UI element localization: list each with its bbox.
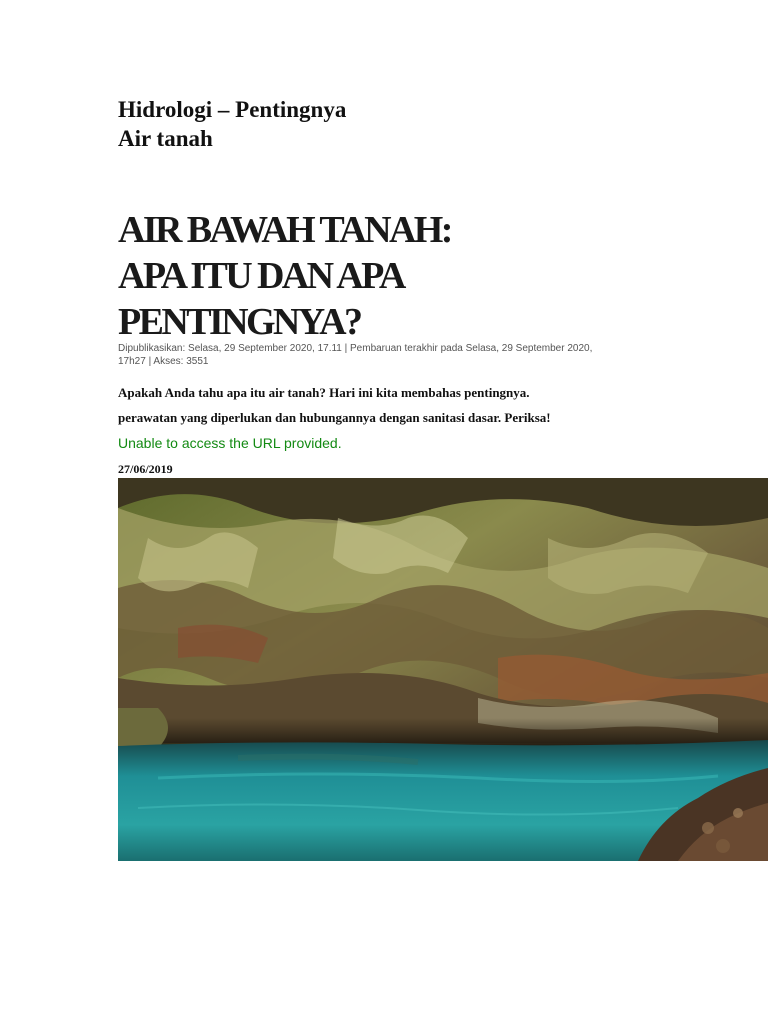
intro-paragraph: perawatan yang diperlukan dan hubungannya dengan sanitasi dasar. Periksa! — [118, 410, 551, 425]
cave-lake-illustration — [118, 478, 768, 861]
article-headline-line: AIR BAWAH TANAH: — [118, 209, 451, 251]
publication-meta: Dipublikasikan: Selasa, 29 September 2020, 17.11 | Pembaruan terakhir pada Selasa, 29 September 2020, 17h27 | Akses: 3551 — [118, 343, 593, 367]
article-headline-line: APA ITU DAN APA — [118, 255, 404, 297]
document-title-line: Hidrologi – Pentingnya — [118, 97, 347, 122]
article-date: 27/06/2019 — [118, 462, 173, 476]
intro-paragraph: Apakah Anda tahu apa itu air tanah? Hari ini kita membahas pentingnya. — [118, 385, 530, 400]
cave-photo — [118, 478, 768, 861]
article-headline — [118, 207, 638, 345]
article-headline-line: PENTINGNYA? — [118, 301, 361, 343]
document-title-line: Air tanah — [118, 126, 213, 151]
document-title — [118, 95, 538, 153]
url-error-message: Unable to access the URL provided. — [118, 435, 342, 451]
